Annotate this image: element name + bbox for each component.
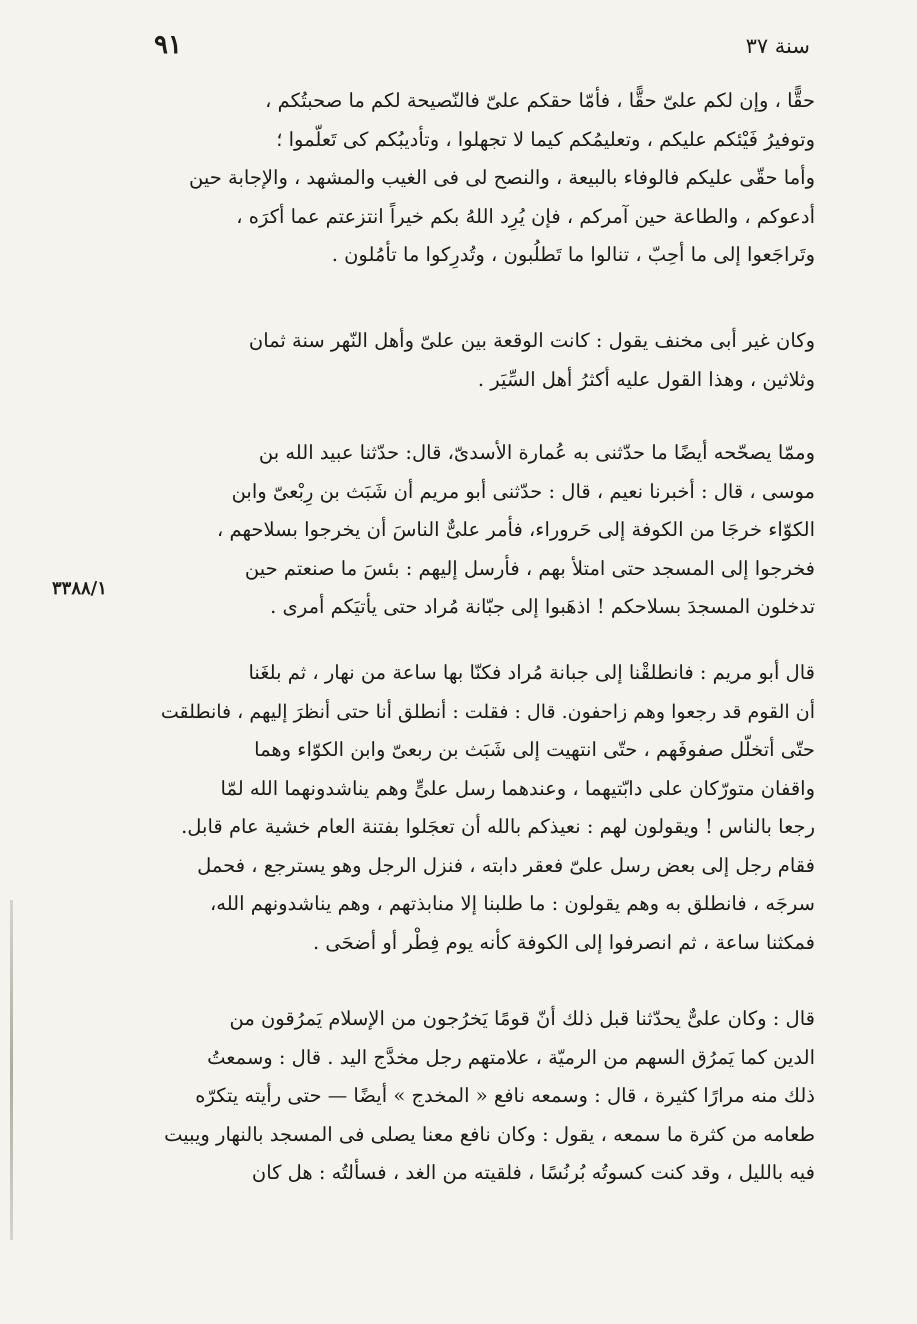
text-line: فيه بالليل ، وقد كنت كسوتُه بُرنُسًا ، فلقيته من الغد ، فسألتُه : هل كان bbox=[251, 1161, 815, 1184]
paragraph-1 bbox=[150, 82, 815, 275]
text-line: وتَراجَعوا إلى ما أحِبّ ، تنالوا ما تَطلُبون ، وتُدرِكوا ما تأمُلون . bbox=[331, 243, 815, 266]
text-line: الكوّاء خرجَا من الكوفة إلى حَروراء، فأمر علىٌّ الناسَ أن يخرجوا بسلاحهم ، bbox=[216, 518, 815, 541]
paragraph-3 bbox=[150, 434, 815, 627]
text-line: فخرجوا إلى المسجد حتى امتلأ بهم ، فأرسل إليهم : بئسَ ما صنعتم حين bbox=[244, 556, 815, 580]
text-line: واقفان متورّكان على دابّتيهما ، وعندهما رسل علىٍّ وهم يناشدونهما الله لمّا bbox=[220, 776, 815, 800]
text-line: موسى ، قال : أخبرنا نعيم ، قال : حدّثنى أبو مريم أن شَبَث بن رِبْعىّ وابن bbox=[231, 479, 815, 503]
text-line: ذلك منه مرارًا كثيرة ، قال : وسمعه نافع « المخدج » أيضًا — حتى رأيته يتكرّه bbox=[195, 1084, 815, 1107]
text-line: وممّا يصحّحه أيضًا ما حدّثنى به عُمارة الأسدىّ، قال: حدّثنا عبيد الله بن bbox=[258, 441, 815, 464]
running-head-year: سنة ٣٧ bbox=[745, 34, 810, 58]
text-line: وكان غير أبى مخنف يقول : كانت الوقعة بين علىّ وأهل النّهر سنة ثمان bbox=[248, 329, 815, 352]
text-line: فقام رجل إلى بعض رسل علىّ فعقر دابته ، فنزل الرجل وهو يسترجع ، فحمل bbox=[197, 853, 815, 877]
text-line: حقًّا ، وإن لكم علىّ حقًّا ، فأمّا حقكم علىّ فالنّصيحة لكم ما صحبتُكم ، bbox=[265, 89, 815, 112]
text-line: الدين كما يَمرُق السهم من الرميّة ، علامتهم رجل مخدَّج اليد . قال : وسمعتُ bbox=[207, 1045, 815, 1069]
text-line: أدعوكم ، والطاعة حين آمركم ، فإن يُرِد اللهُ بكم خيراً انتزعتم عما أكرَه ، bbox=[236, 204, 815, 228]
text-line: طعامه من كثرة ما سمعه ، يقول : وكان نافع معنا يصلى فى المسجد بالنهار ويبيت bbox=[164, 1122, 815, 1146]
page-number: ٩١ bbox=[154, 30, 182, 60]
text-line: أن القوم قد رجعوا وهم زاحفون. قال : فقلت : أنطلق أنا حتى أنظرَ إليهم ، فانطلقت bbox=[160, 700, 815, 723]
text-line: وثلاثين ، وهذا القول عليه أكثرُ أهل السِّيَر . bbox=[477, 367, 815, 391]
paragraph-5 bbox=[150, 1000, 815, 1193]
paragraph-2 bbox=[150, 322, 815, 399]
scan-binding-edge bbox=[10, 900, 13, 1240]
text-line: فمكثنا ساعة ، ثم انصرفوا إلى الكوفة كأنه يوم فِطْر أو أضحَى . bbox=[312, 930, 815, 954]
text-line: قال أبو مريم : فانطلقْنا إلى جبانة مُراد فكنّا بها ساعة من نهار ، ثم بلغَنا bbox=[248, 661, 815, 684]
text-line: قال : وكان علىٌّ يحدّثنا قبل ذلك أنّ قومًا يَخرُجون من الإسلام يَمرُقون من bbox=[229, 1007, 815, 1030]
text-line: وأما حقّى عليكم فالوفاء بالبيعة ، والنصح لى فى الغيب والمشهد ، والإجابة حين bbox=[189, 166, 815, 189]
text-line: حتّى أتخلّل صفوفَهم ، حتّى انتهيت إلى شَبَث بن ربعىّ وابن الكوّاء وهما bbox=[254, 738, 815, 761]
text-line: وتوفيرُ فَيْئكم عليكم ، وتعليمُكم كيما لا تجهلوا ، وتأديبُكم كى تَعلّموا ؛ bbox=[276, 127, 815, 151]
text-line: رجعا بالناس ! ويقولون لهم : نعيذكم بالله أن تعجَلوا بفتنة العام خشية عام قابل. bbox=[181, 815, 815, 838]
paragraph-4 bbox=[150, 654, 815, 962]
text-line: تدخلون المسجدَ بسلاحكم ! اذهَبوا إلى جبّانة مُراد حتى يأتيَكم أمرى . bbox=[270, 595, 815, 618]
text-line: سرجَه ، فانطلق به وهم يقولون : ما طلبنا إلا منابذتهم ، وهم يناشدونهم الله، bbox=[209, 892, 815, 915]
page-header bbox=[150, 30, 810, 64]
margin-reference: ٣٣٨٨/١ bbox=[52, 578, 107, 599]
